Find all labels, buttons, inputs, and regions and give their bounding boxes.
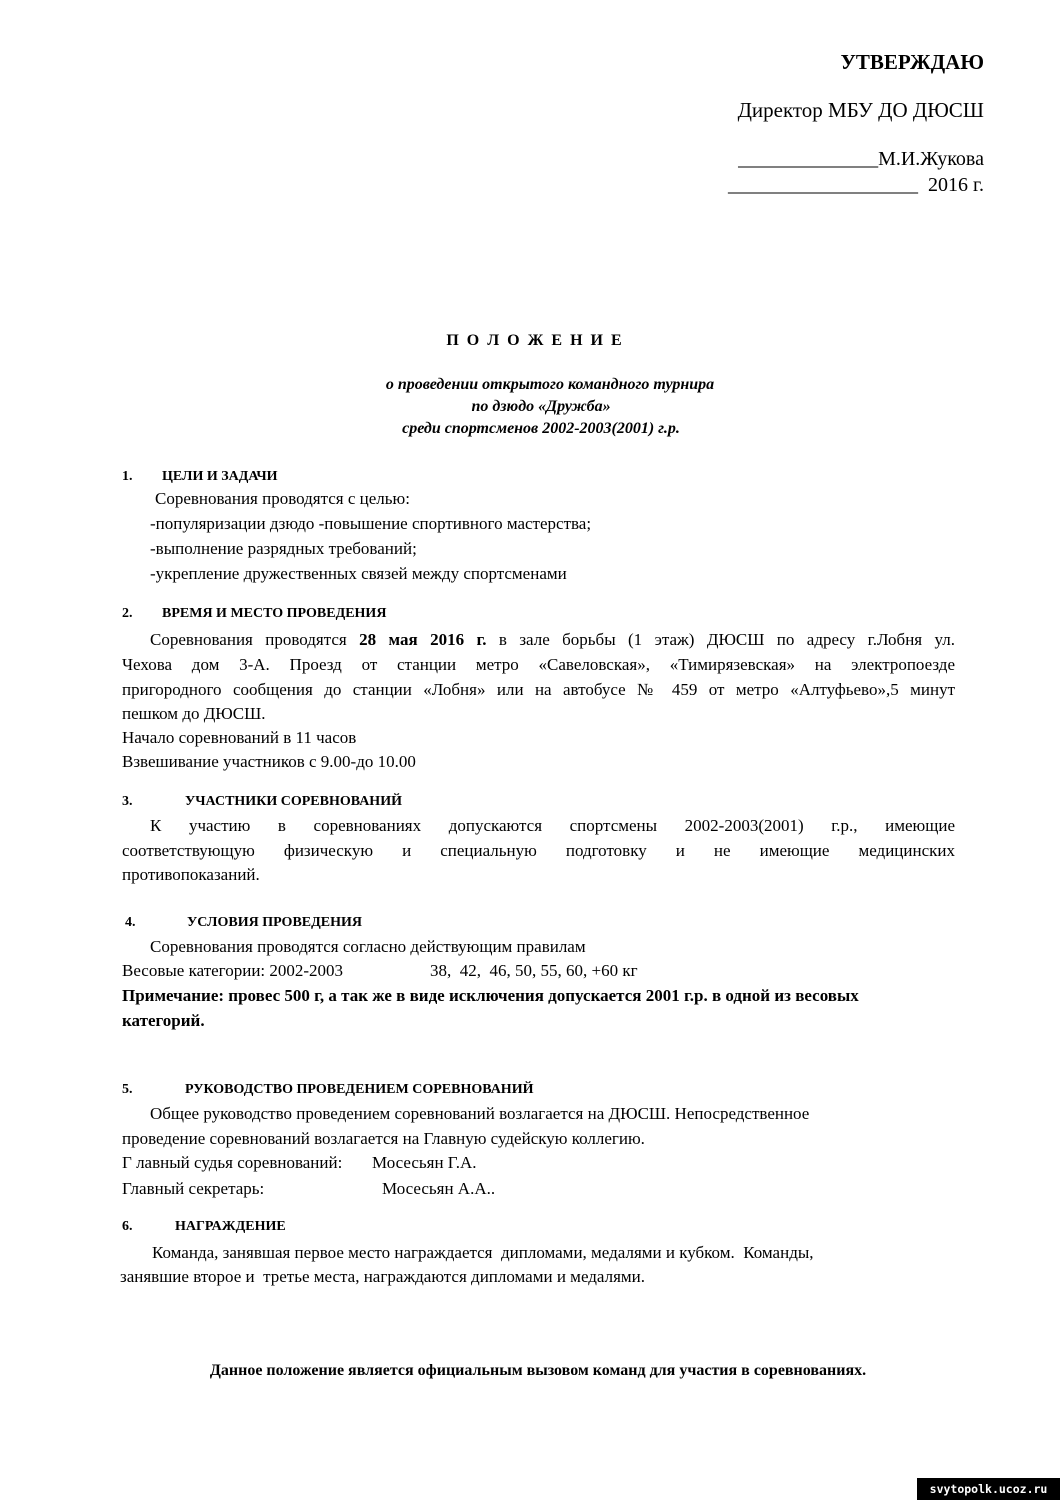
chief-judge-name: Мосесьян Г.А. <box>372 1153 477 1172</box>
section-5-paragraph-line: Общее руководство проведением соревнований возлагается на ДЮСШ. Непосредственное <box>150 1104 810 1123</box>
document-subtitle-3: среди спортсменов 2002-2003(2001) г.р. <box>402 420 680 437</box>
site-watermark: svytopolk.ucoz.ru <box>917 1478 1060 1500</box>
document-subtitle-1: о проведении открытого командного турнира <box>385 376 715 393</box>
approval-date-line: ___________________ 2016 г. <box>728 174 984 196</box>
section-6-number: 6. <box>122 1219 133 1234</box>
section-1-number: 1. <box>122 469 133 484</box>
section-4-rules: Соревнования проводятся согласно действующим правилам <box>150 937 586 956</box>
document-subtitle-2: по дзюдо «Дружба» <box>471 398 611 415</box>
start-time: Начало соревнований в 11 часов <box>122 728 357 747</box>
section-6-paragraph-line: Команда, занявшая первое место награждается дипломами, медалями и кубком. Команды, <box>152 1243 814 1262</box>
section-6-paragraph-line: занявшие второе и третье места, награждаются дипломами и медалями. <box>120 1267 646 1286</box>
weight-categories-values: 38, 42, 46, 50, 55, 60, +60 кг <box>430 961 638 980</box>
section-1-intro: Соревнования проводятся с целью: <box>155 489 410 508</box>
section-3-number: 3. <box>122 794 133 809</box>
footer-statement: Данное положение является официальным вызовом команд для участия в соревнованиях. <box>209 1362 867 1379</box>
weight-categories-label: Весовые категории: 2002-2003 <box>122 961 344 980</box>
section-4-note-line: Примечание: провес 500 г, а так же в виде исключения допускается 2001 г.р. в одной из весовых <box>122 986 859 1005</box>
section-2-paragraph-line: Чехова дом 3-А. Проезд от станции метро «Савеловская», «Тимирязевская» на электропоезде <box>122 655 955 674</box>
section-5-paragraph-line: проведение соревнований возлагается на Главную судейскую коллегию. <box>122 1129 645 1148</box>
chief-judge-label: Г лавный судья соревнований: <box>122 1153 343 1172</box>
approval-signature-line: ______________М.И.Жукова <box>738 148 984 170</box>
chief-secretary-name: Мосесьян А.А.. <box>382 1179 496 1198</box>
section-5-heading: РУКОВОДСТВО ПРОВЕДЕНИЕМ СОРЕВНОВАНИЙ <box>185 1082 534 1097</box>
section-4-number: 4. <box>125 915 136 930</box>
weighing-time: Взвешивание участников с 9.00-до 10.00 <box>122 752 416 771</box>
approval-position: Директор МБУ ДО ДЮСШ <box>737 98 984 122</box>
section-2-number: 2. <box>122 606 133 621</box>
section-1-heading: ЦЕЛИ И ЗАДАЧИ <box>162 469 278 484</box>
section-3-heading: УЧАСТНИКИ СОРЕВНОВАНИЙ <box>185 794 402 809</box>
section-6-heading: НАГРАЖДЕНИЕ <box>175 1219 286 1234</box>
section-4-heading: УСЛОВИЯ ПРОВЕДЕНИЯ <box>187 915 362 930</box>
section-2-paragraph-line: пешком до ДЮСШ. <box>122 704 266 723</box>
section-4-note-line: категорий. <box>122 1011 205 1030</box>
section-3-paragraph-line: соответствующую физическую и специальную подготовку и не имеющие медицинских <box>122 841 955 860</box>
document-title: П О Л О Ж Е Н И Е <box>446 332 624 349</box>
approval-title: УТВЕРЖДАЮ <box>840 50 984 74</box>
competition-date: 28 мая 2016 г. <box>359 630 487 649</box>
section-3-paragraph-line: противопоказаний. <box>122 865 260 884</box>
section-3-paragraph-line: К участию в соревнованиях допускаются спортсмены 2002-2003(2001) г.р., имеющие <box>150 816 955 835</box>
chief-secretary-label: Главный секретарь: <box>122 1179 265 1198</box>
section-1-item: -укрепление дружественных связей между спортсменами <box>150 564 567 583</box>
section-2-text: Соревнования проводятся <box>150 630 360 649</box>
section-5-number: 5. <box>122 1082 133 1097</box>
section-2-paragraph-line <box>150 630 955 650</box>
section-2-text: в зале борьбы (1 этаж) ДЮСШ по адресу г.Лобня ул. <box>486 630 955 649</box>
section-2-heading: ВРЕМЯ И МЕСТО ПРОВЕДЕНИЯ <box>162 606 387 621</box>
section-1-item: -выполнение разрядных требований; <box>150 539 417 558</box>
section-1-item: -популяризации дзюдо -повышение спортивного мастерства; <box>150 514 592 533</box>
section-2-paragraph-line: пригородного сообщения до станции «Лобня» или на автобусе № 459 от метро «Алтуфьево»,5 минут <box>122 680 955 699</box>
